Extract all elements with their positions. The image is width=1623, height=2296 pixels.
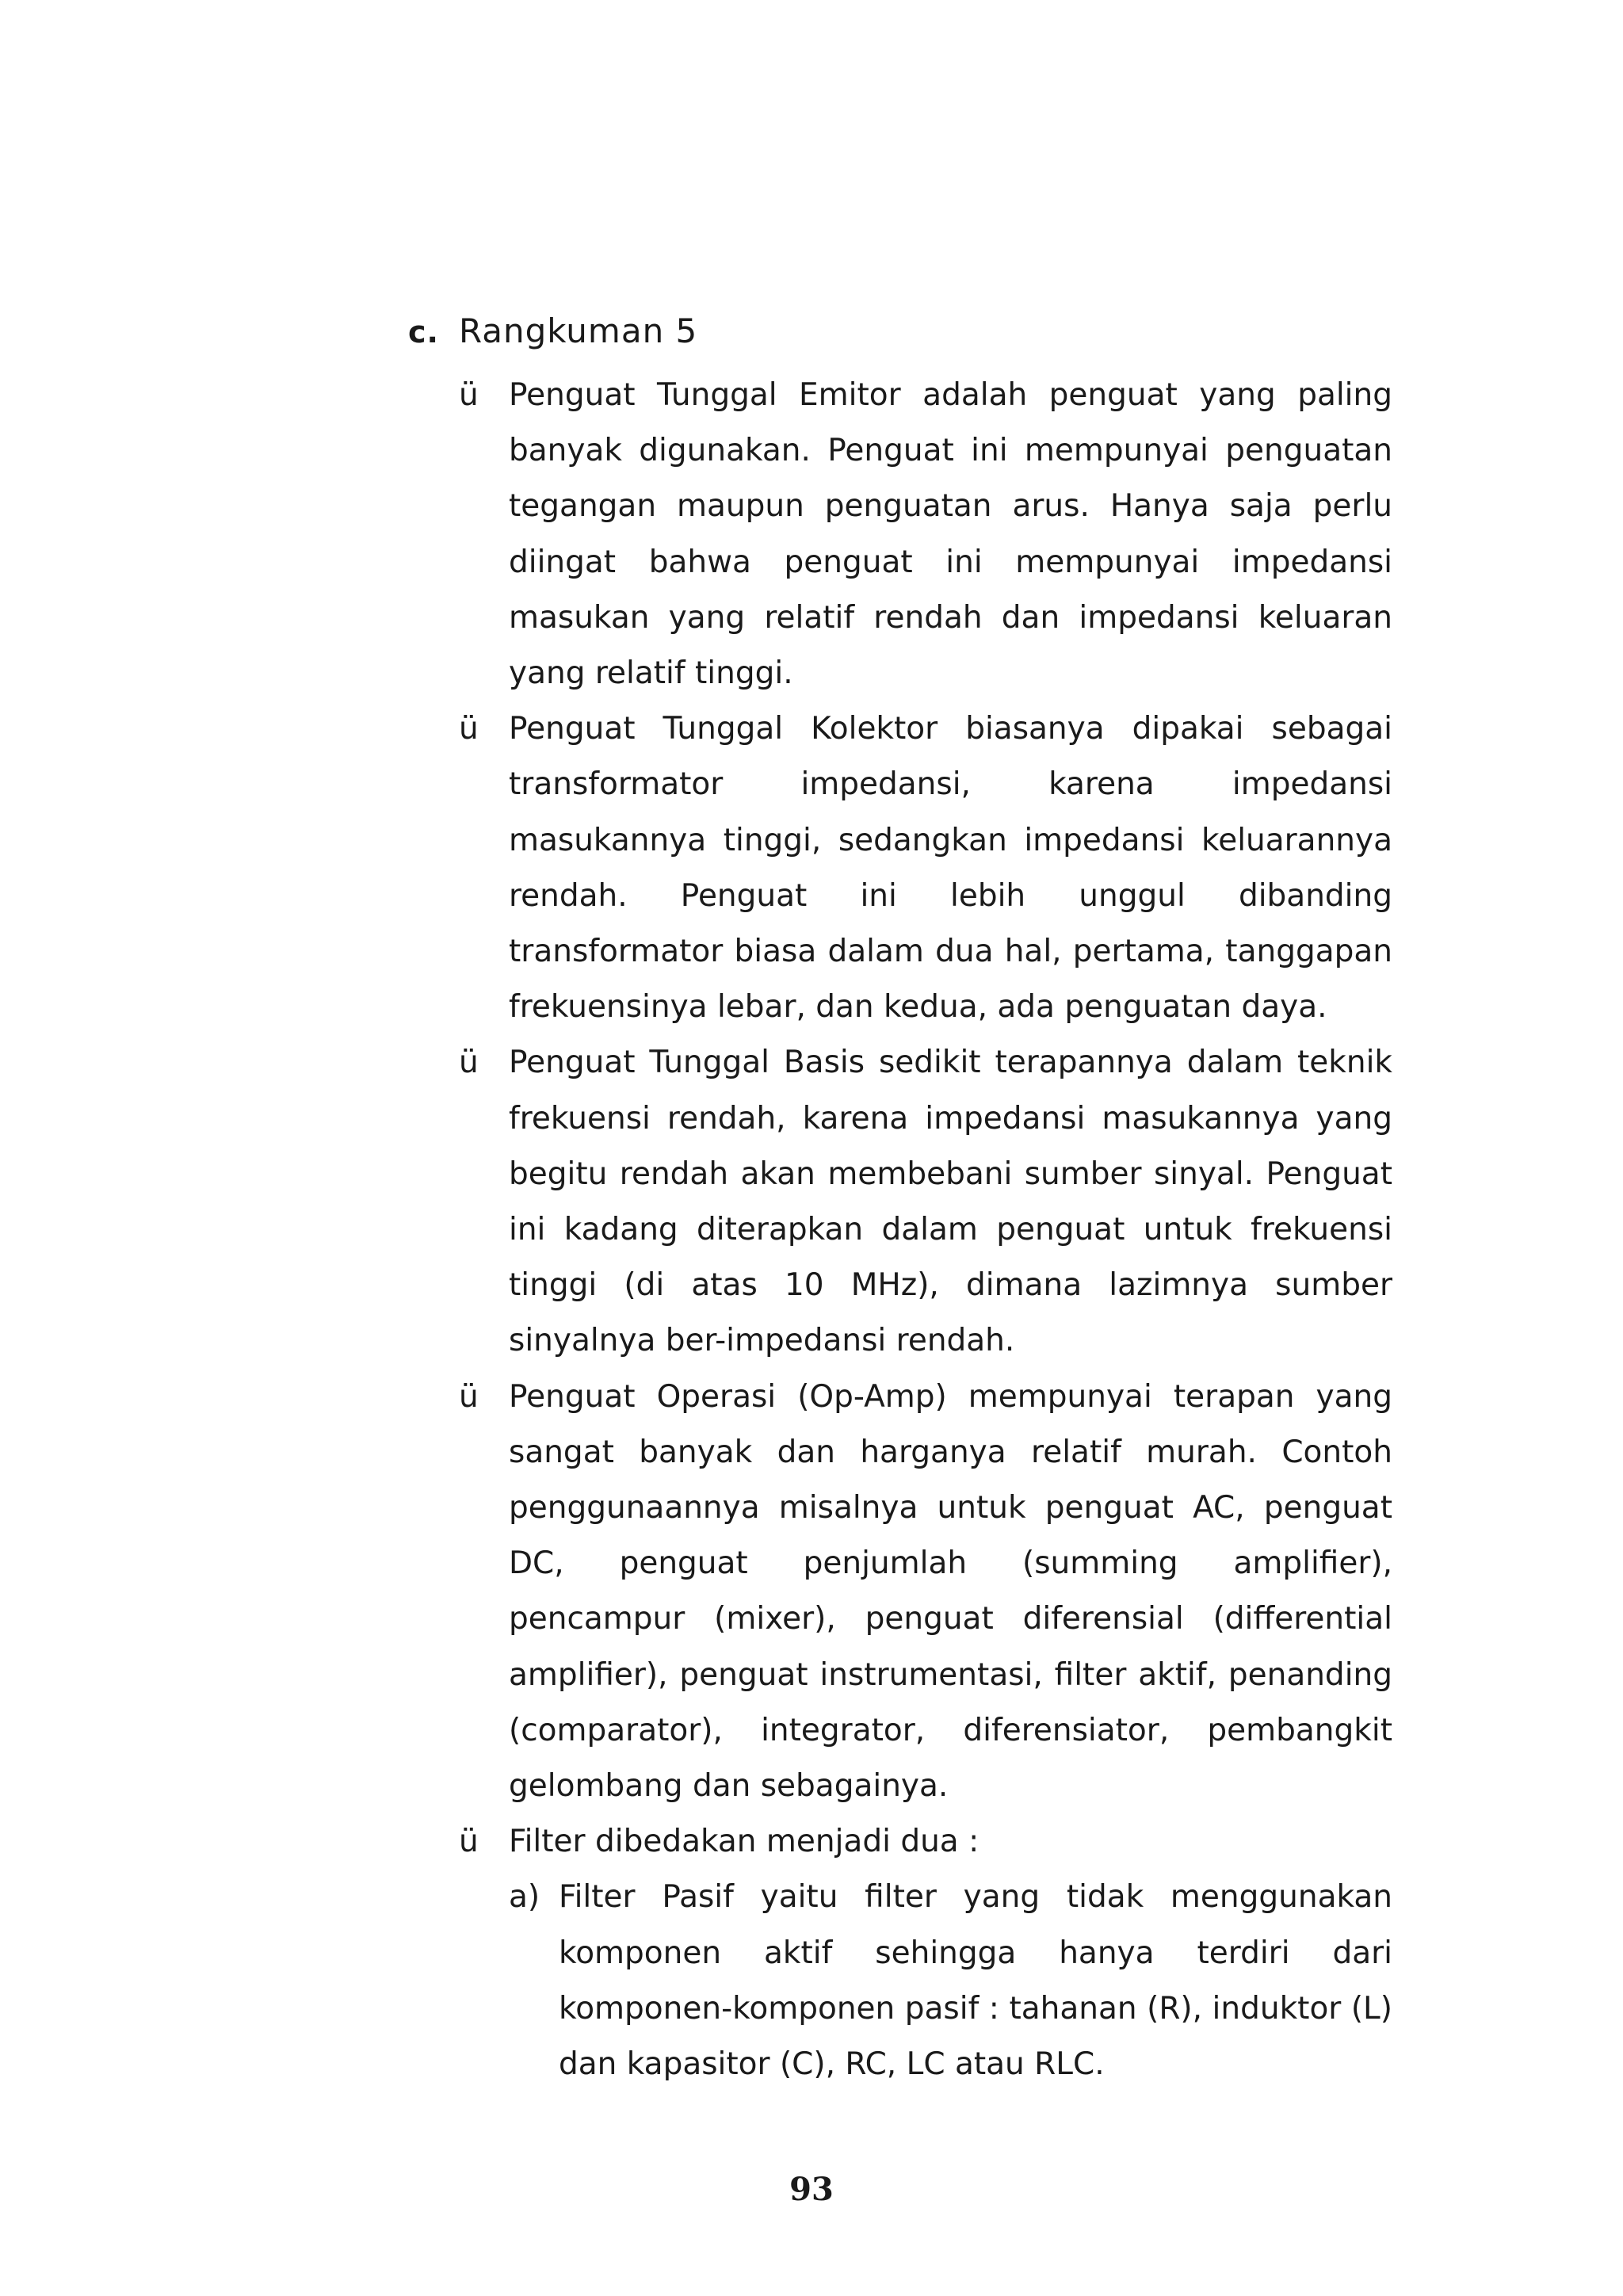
list-item — [456, 701, 1392, 1035]
checkmark-icon: ü — [459, 711, 479, 747]
sublist-item-text: Filter Pasif yaitu filter yang tidak menggunakan komponen aktif sehingga hanya terdiri dari komponen-komponen pasif : tahanan (R), induktor (L) dan kapasitor (C), RC, LC atau RLC. — [559, 1879, 1392, 2083]
checkmark-icon: ü — [459, 377, 479, 413]
page-number: 93 — [789, 2171, 834, 2208]
summary-list — [456, 368, 1392, 2092]
sublist-item — [509, 1870, 1392, 2092]
list-item — [456, 368, 1392, 701]
list-item-text: Filter dibedakan menjadi dua : — [509, 1824, 980, 1860]
list-item-text: Penguat Tunggal Kolektor biasanya dipakai sebagai transformator impedansi, karena impedansi masukannya tinggi, sedangkan impedansi keluarannya rendah. Penguat ini lebih unggul dibanding transformator biasa dalam dua hal, pertama, tanggapan frekuensinya lebar, dan kedua, ada penguatan daya. — [509, 711, 1392, 1026]
list-item-text: Penguat Tunggal Basis sedikit terapannya dalam teknik frekuensi rendah, karena impedansi masukannya yang begitu rendah akan membebani sumber sinyal. Penguat ini kadang diterapkan dalam penguat untuk frekuensi tinggi (di atas 10 MHz), dimana lazimnya sumber sinyalnya ber-impedansi rendah. — [509, 1045, 1392, 1359]
section-heading — [408, 308, 697, 356]
checkmark-icon: ü — [459, 1378, 479, 1415]
list-item — [456, 1035, 1392, 1369]
list-item-text: Penguat Tunggal Emitor adalah penguat yang paling banyak digunakan. Penguat ini mempunyai penguatan tegangan maupun penguatan arus. Hanya saja perlu diingat bahwa penguat ini mempunyai impedansi masukan yang relatif rendah dan impedansi keluaran yang relatif tinggi. — [509, 377, 1392, 692]
filter-sublist — [509, 1870, 1392, 2092]
list-item — [456, 1370, 1392, 1815]
section-letter: c. — [408, 315, 439, 350]
list-item — [456, 1814, 1392, 2092]
list-item-text: Penguat Operasi (Op-Amp) mempunyai terapan yang sangat banyak dan harganya relatif murah. Contoh penggunaannya misalnya untuk penguat AC, penguat DC, penguat penjumlah (summing amplifier), pencampur (mixer), penguat diferensial (differential amplifier), penguat instrumentasi, filter aktif, penanding (comparator), integrator, diferensiator, pembangkit gelombang dan sebagainya. — [509, 1378, 1392, 1805]
checkmark-icon: ü — [459, 1045, 479, 1081]
section-title: Rangkuman 5 — [459, 311, 698, 350]
checkmark-icon: ü — [459, 1824, 479, 1860]
sublist-marker: a) — [509, 1879, 540, 1916]
